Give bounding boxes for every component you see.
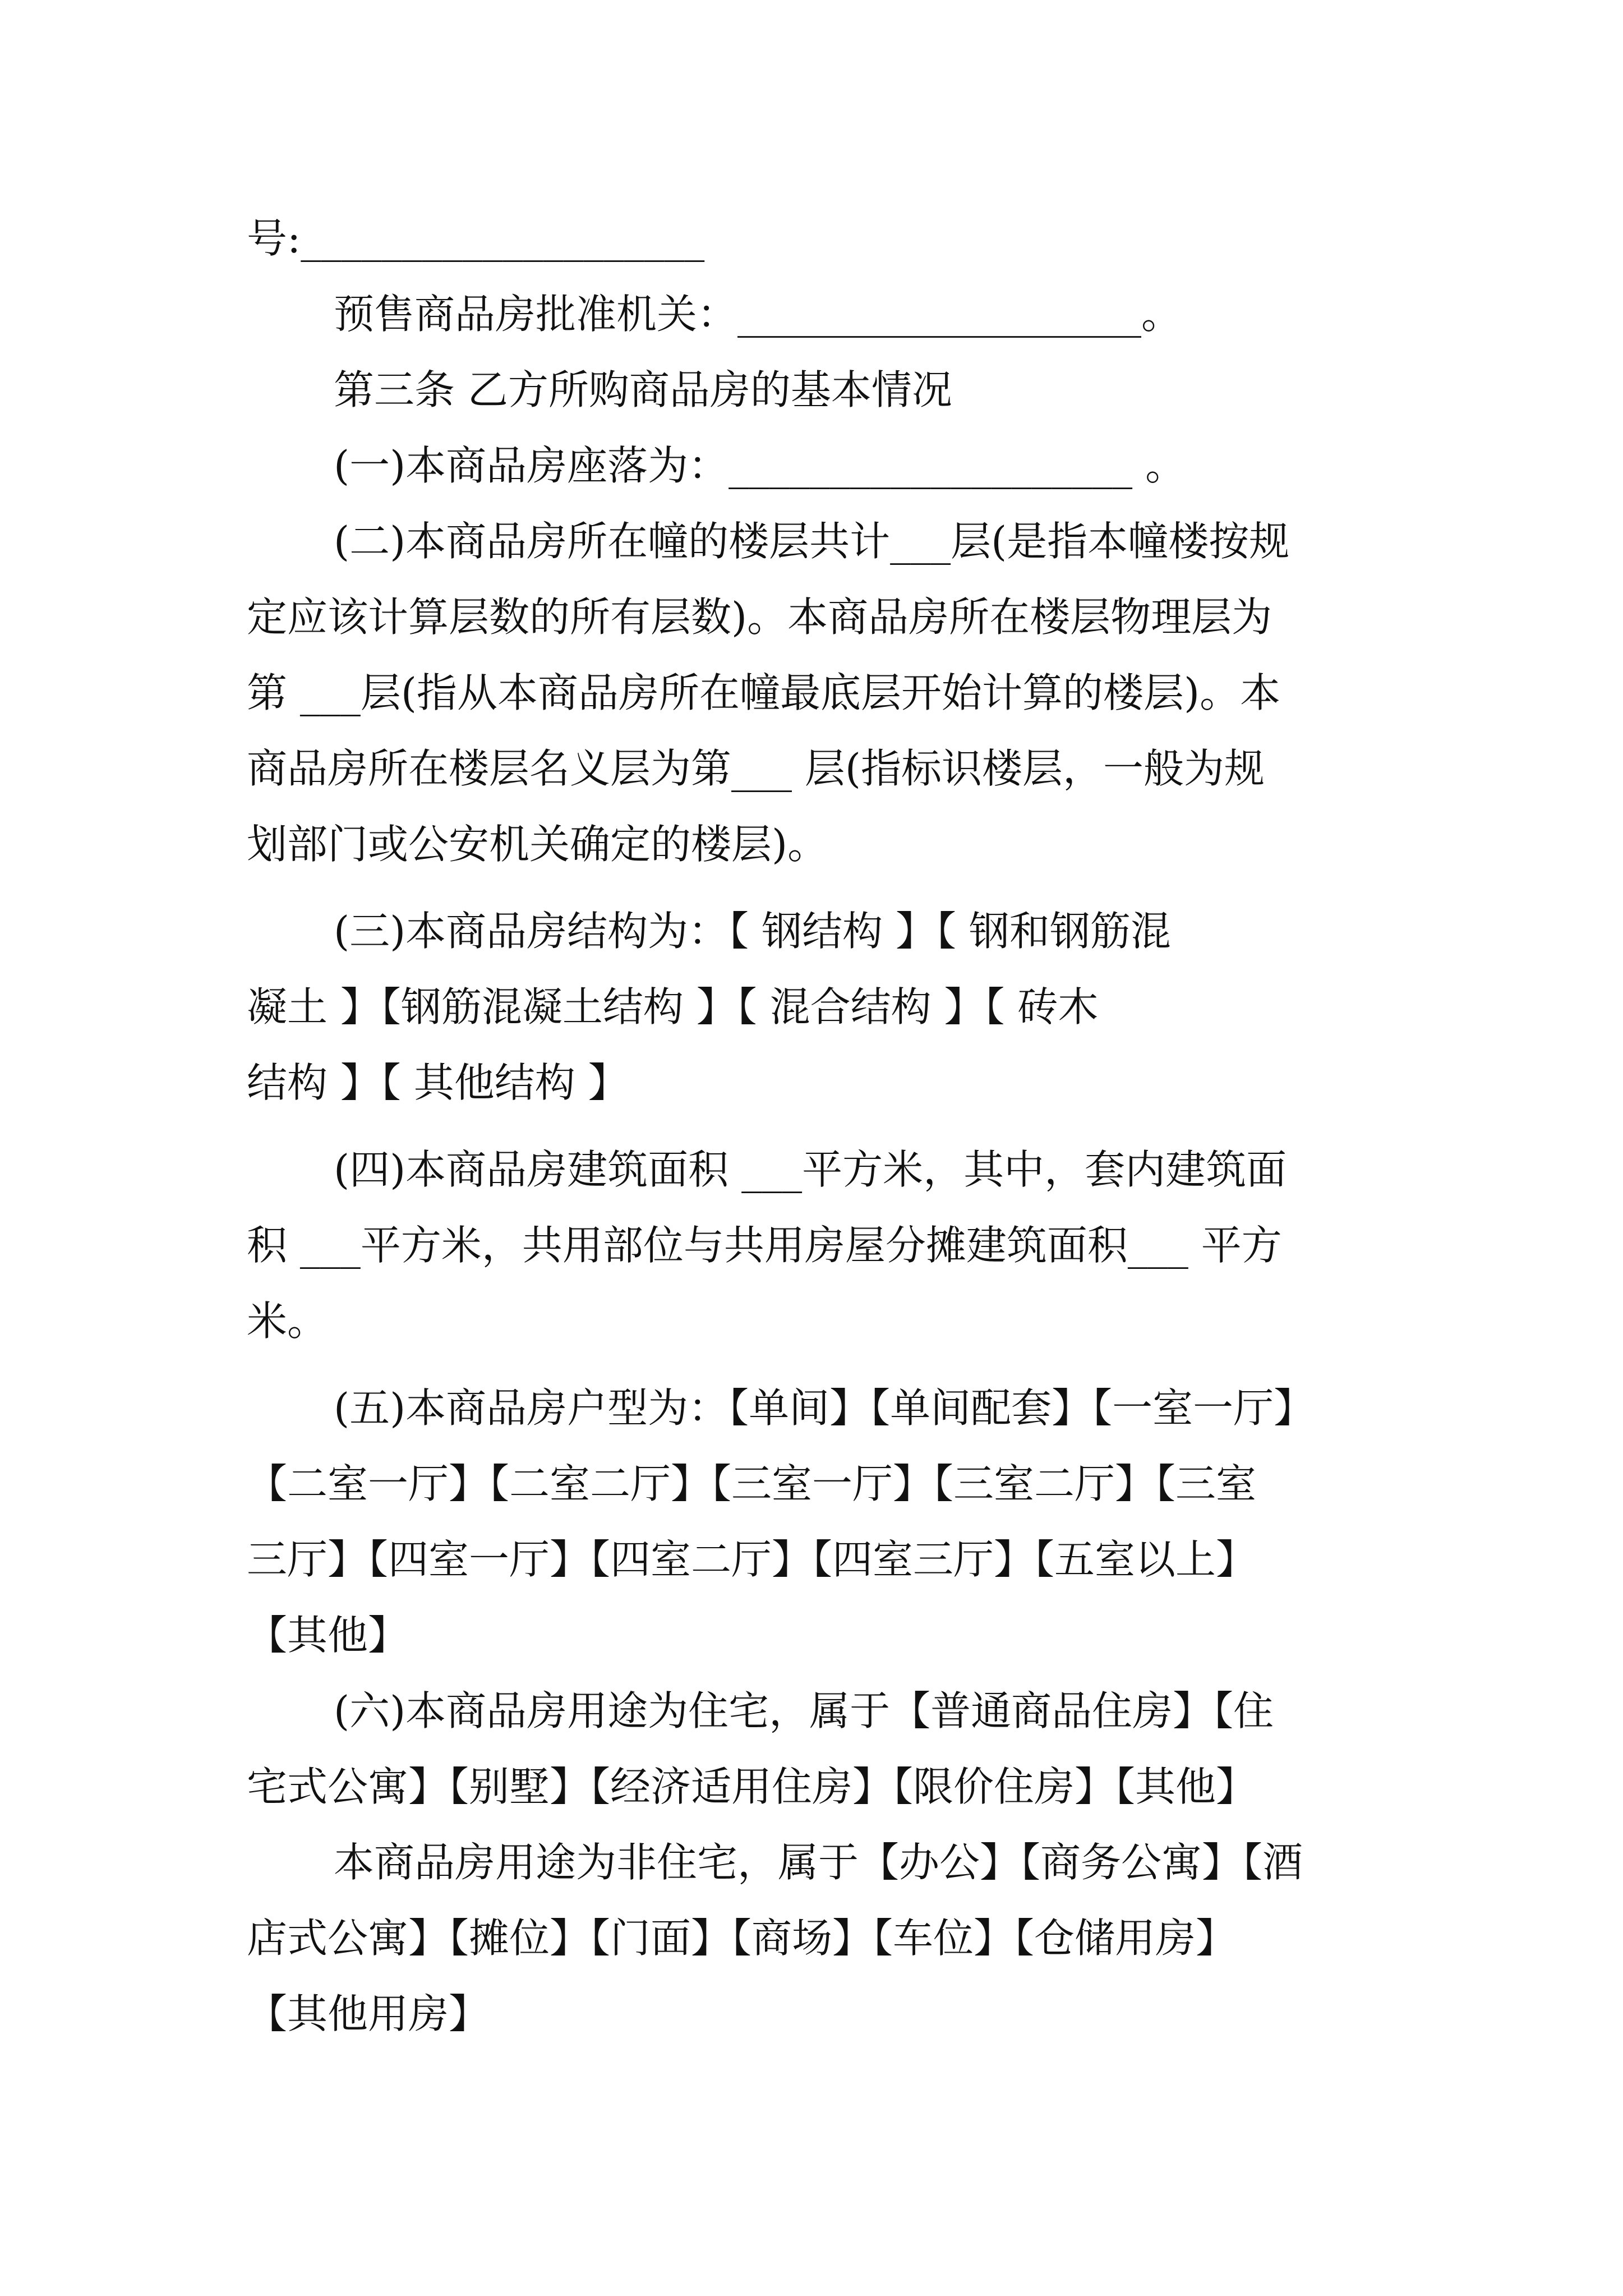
- text-line-21: 宅式公寓】【别墅】【经济适用住房】【限价住房】【其他】: [247, 1763, 1257, 1810]
- text-line-22: 本商品房用途为非住宅，属于【办公】【商务公寓】【酒: [334, 1839, 1303, 1886]
- text-line-9: 划部门或公安机关确定的楼层)。: [247, 821, 828, 868]
- text-line-18: 三厅】【四室一厅】【四室二厅】【四室三厅】【五室以上】: [247, 1536, 1257, 1583]
- text-line-23: 店式公寓】【摊位】【门面】【商场】【车位】【仓储用房】: [247, 1915, 1237, 1962]
- text-line-7: 第 ___层(指从本商品房所在幢最底层开始计算的楼层)。本: [247, 669, 1281, 716]
- text-line-1: 号:____________________: [247, 215, 705, 262]
- text-line-3: 第三条 乙方所购商品房的基本情况: [334, 366, 952, 413]
- text-line-12: 结构 】【 其他结构 】: [247, 1059, 629, 1106]
- text-line-20: (六)本商品房用途为住宅，属于【普通商品住房】【住: [334, 1687, 1274, 1734]
- text-line-15: 米。: [247, 1297, 328, 1345]
- text-line-24: 【其他用房】: [247, 1990, 490, 2037]
- text-line-17: 【二室一厅】【二室二厅】【三室一厅】【三室二厅】【三室: [247, 1460, 1257, 1507]
- text-line-4: (一)本商品房座落为：____________________ 。: [334, 442, 1186, 489]
- text-line-19: 【其他】: [247, 1612, 409, 1659]
- text-line-8: 商品房所在楼层名义层为第___ 层(指标识楼层，一般为规: [247, 745, 1265, 792]
- text-line-10: (三)本商品房结构为：【 钢结构 】【 钢和钢筋混: [334, 908, 1171, 955]
- text-line-6: 定应该计算层数的所有层数)。本商品房所在楼层物理层为: [247, 593, 1272, 641]
- text-line-2: 预售商品房批准机关：____________________。: [334, 291, 1182, 338]
- text-line-14: 积 ___平方米，共用部位与共用房屋分摊建筑面积___ 平方: [247, 1222, 1282, 1269]
- text-line-16: (五)本商品房户型为：【单间】【单间配套】【一室一厅】: [334, 1384, 1315, 1432]
- text-line-13: (四)本商品房建筑面积 ___平方米，其中，套内建筑面: [334, 1146, 1287, 1193]
- text-line-11: 凝土 】【钢筋混凝土结构 】【 混合结构 】【 砖木: [247, 983, 1099, 1030]
- text-line-5: (二)本商品房所在幢的楼层共计___层(是指本幢楼按规: [334, 518, 1290, 565]
